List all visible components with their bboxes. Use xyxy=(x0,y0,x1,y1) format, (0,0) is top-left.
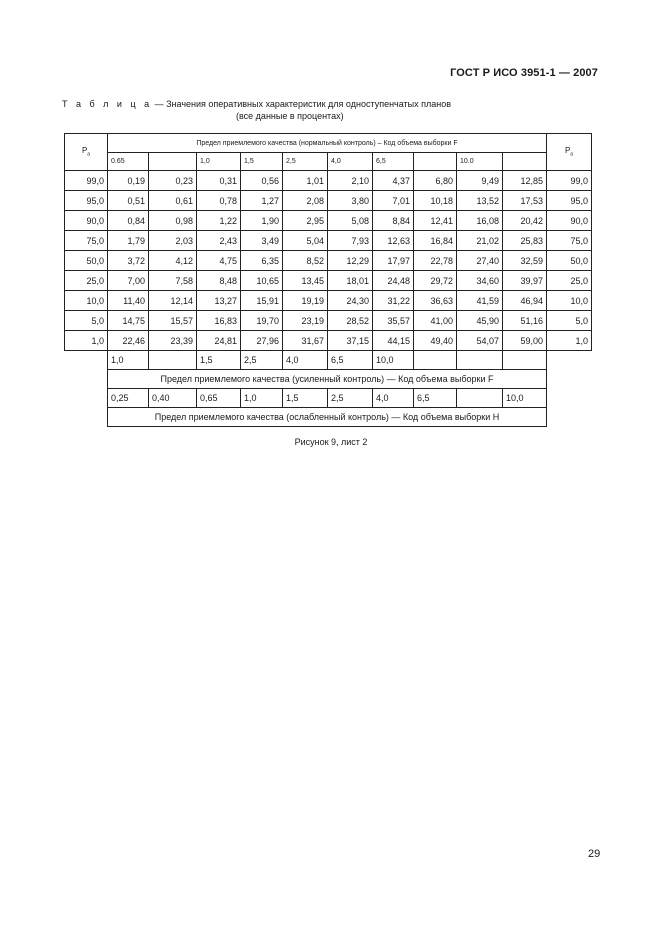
value-cell: 2,95 xyxy=(283,211,328,231)
value-cell: 12,85 xyxy=(503,171,547,191)
value-cell: 24,81 xyxy=(197,331,241,351)
aql-reduced-row xyxy=(65,389,592,408)
value-cell: 20,42 xyxy=(503,211,547,231)
value-cell: 44,15 xyxy=(373,331,414,351)
reduced-control-label: Предел приемлемого качества (ослабленный контроль) — Код объема выборки H xyxy=(108,408,547,427)
value-cell: 18,01 xyxy=(328,271,373,291)
value-cell: 28,52 xyxy=(328,311,373,331)
value-cell: 24,48 xyxy=(373,271,414,291)
spacer-cell xyxy=(547,351,592,370)
table-body xyxy=(65,171,592,351)
value-cell: 24,30 xyxy=(328,291,373,311)
aql-tightened-row xyxy=(65,351,592,370)
value-cell: 17,97 xyxy=(373,251,414,271)
value-cell: 0,23 xyxy=(149,171,197,191)
value-cell: 1,90 xyxy=(241,211,283,231)
aql-normal-cell: 1,0 xyxy=(197,153,241,171)
pa-cell-right: 10,0 xyxy=(547,291,592,311)
pa-cell-left: 90,0 xyxy=(65,211,108,231)
pa-cell-right: 90,0 xyxy=(547,211,592,231)
table-row xyxy=(65,331,592,351)
value-cell: 2,03 xyxy=(149,231,197,251)
value-cell: 7,93 xyxy=(328,231,373,251)
pa-cell-left: 25,0 xyxy=(65,271,108,291)
spacer-cell xyxy=(547,389,592,408)
aql-reduced-cell: 10,0 xyxy=(503,389,547,408)
table-note: (все данные в процентах) xyxy=(236,111,344,121)
aql-tightened-cell xyxy=(503,351,547,370)
pa-cell-right: 99,0 xyxy=(547,171,592,191)
aql-tightened-cell: 2,5 xyxy=(241,351,283,370)
value-cell: 8,84 xyxy=(373,211,414,231)
aql-tightened-cell: 10,0 xyxy=(373,351,414,370)
aql-tightened-cell xyxy=(414,351,457,370)
value-cell: 17,53 xyxy=(503,191,547,211)
value-cell: 23,19 xyxy=(283,311,328,331)
value-cell: 0,61 xyxy=(149,191,197,211)
value-cell: 7,01 xyxy=(373,191,414,211)
value-cell: 0,84 xyxy=(108,211,149,231)
tightened-control-label: Предел приемлемого качества (усиленный контроль) — Код объема выборки F xyxy=(108,370,547,389)
value-cell: 0,98 xyxy=(149,211,197,231)
value-cell: 16,08 xyxy=(457,211,503,231)
value-cell: 4,75 xyxy=(197,251,241,271)
value-cell: 0,78 xyxy=(197,191,241,211)
value-cell: 34,60 xyxy=(457,271,503,291)
pa-cell-right: 75,0 xyxy=(547,231,592,251)
value-cell: 54,07 xyxy=(457,331,503,351)
value-cell: 3,72 xyxy=(108,251,149,271)
value-cell: 1,79 xyxy=(108,231,149,251)
value-cell: 51,16 xyxy=(503,311,547,331)
table-row xyxy=(65,231,592,251)
value-cell: 4,12 xyxy=(149,251,197,271)
value-cell: 1,01 xyxy=(283,171,328,191)
value-cell: 39,97 xyxy=(503,271,547,291)
value-cell: 37,15 xyxy=(328,331,373,351)
aql-reduced-cell: 1,5 xyxy=(283,389,328,408)
aql-normal-cell xyxy=(149,153,197,171)
value-cell: 27,40 xyxy=(457,251,503,271)
value-cell: 23,39 xyxy=(149,331,197,351)
aql-reduced-cell: 1,0 xyxy=(241,389,283,408)
value-cell: 14,75 xyxy=(108,311,149,331)
aql-reduced-cell: 0,65 xyxy=(197,389,241,408)
page-number: 29 xyxy=(588,848,601,860)
table-row xyxy=(65,171,592,191)
value-cell: 31,67 xyxy=(283,331,328,351)
pa-header-left: $P_a$ xyxy=(65,134,108,171)
aql-normal-cell: 0.65 xyxy=(108,153,149,171)
value-cell: 4,37 xyxy=(373,171,414,191)
pa-cell-left: 95,0 xyxy=(65,191,108,211)
value-cell: 27,96 xyxy=(241,331,283,351)
normal-control-header: Предел приемлемого качества (нормальный контроль) – Код объема выборки F xyxy=(108,134,547,153)
table-title: — Значения оперативных характеристик для одноступенчатых планов xyxy=(152,99,452,109)
pa-cell-left: 10,0 xyxy=(65,291,108,311)
value-cell: 35,57 xyxy=(373,311,414,331)
value-cell: 13,45 xyxy=(283,271,328,291)
value-cell: 9,49 xyxy=(457,171,503,191)
pa-cell-right: 1,0 xyxy=(547,331,592,351)
pa-cell-left: 75,0 xyxy=(65,231,108,251)
aql-tightened-cell xyxy=(149,351,197,370)
spacer-cell xyxy=(65,351,108,370)
value-cell: 3,80 xyxy=(328,191,373,211)
value-cell: 10,65 xyxy=(241,271,283,291)
value-cell: 3,49 xyxy=(241,231,283,251)
pa-cell-right: 25,0 xyxy=(547,271,592,291)
figure-caption: Рисунок 9, лист 2 xyxy=(294,437,368,447)
aql-tightened-cell xyxy=(457,351,503,370)
aql-normal-cell xyxy=(414,153,457,171)
value-cell: 0,51 xyxy=(108,191,149,211)
table-row xyxy=(65,211,592,231)
aql-reduced-cell: 0,25 xyxy=(108,389,149,408)
value-cell: 16,83 xyxy=(197,311,241,331)
aql-reduced-cell: 4,0 xyxy=(373,389,414,408)
value-cell: 2,10 xyxy=(328,171,373,191)
value-cell: 5,08 xyxy=(328,211,373,231)
value-cell: 13,52 xyxy=(457,191,503,211)
value-cell: 22,46 xyxy=(108,331,149,351)
pa-cell-right: 95,0 xyxy=(547,191,592,211)
value-cell: 45,90 xyxy=(457,311,503,331)
aql-reduced-cell: 0,40 xyxy=(149,389,197,408)
value-cell: 16,84 xyxy=(414,231,457,251)
aql-normal-cell: 2,5 xyxy=(283,153,328,171)
aql-reduced-cell xyxy=(457,389,503,408)
value-cell: 7,00 xyxy=(108,271,149,291)
table-caption xyxy=(62,99,451,109)
aql-reduced-cell: 6,5 xyxy=(414,389,457,408)
value-cell: 8,48 xyxy=(197,271,241,291)
aql-normal-row xyxy=(65,153,592,171)
value-cell: 2,43 xyxy=(197,231,241,251)
value-cell: 6,80 xyxy=(414,171,457,191)
table-row xyxy=(65,311,592,331)
value-cell: 1,22 xyxy=(197,211,241,231)
value-cell: 25,83 xyxy=(503,231,547,251)
value-cell: 31,22 xyxy=(373,291,414,311)
value-cell: 8,52 xyxy=(283,251,328,271)
spacer-cell xyxy=(65,389,108,408)
value-cell: 29,72 xyxy=(414,271,457,291)
value-cell: 49,40 xyxy=(414,331,457,351)
pa-cell-right: 50,0 xyxy=(547,251,592,271)
pa-cell-left: 99,0 xyxy=(65,171,108,191)
value-cell: 41,59 xyxy=(457,291,503,311)
value-cell: 10,18 xyxy=(414,191,457,211)
value-cell: 41,00 xyxy=(414,311,457,331)
table-row xyxy=(65,251,592,271)
aql-tightened-cell: 6,5 xyxy=(328,351,373,370)
value-cell: 12,29 xyxy=(328,251,373,271)
pa-cell-left: 50,0 xyxy=(65,251,108,271)
oc-values-table xyxy=(64,133,592,427)
table-label: Т а б л и ц а xyxy=(62,99,153,109)
value-cell: 12,14 xyxy=(149,291,197,311)
table-row xyxy=(65,191,592,211)
value-cell: 6,35 xyxy=(241,251,283,271)
value-cell: 32,59 xyxy=(503,251,547,271)
pa-cell-right: 5,0 xyxy=(547,311,592,331)
pa-header-right: $P_a$ xyxy=(547,134,592,171)
value-cell: 11,40 xyxy=(108,291,149,311)
pa-cell-left: 5,0 xyxy=(65,311,108,331)
value-cell: 22,78 xyxy=(414,251,457,271)
aql-normal-cell xyxy=(503,153,547,171)
aql-normal-cell: 10.0 xyxy=(457,153,503,171)
aql-tightened-cell: 1,0 xyxy=(108,351,149,370)
aql-normal-cell: 4,0 xyxy=(328,153,373,171)
value-cell: 19,70 xyxy=(241,311,283,331)
value-cell: 46,94 xyxy=(503,291,547,311)
aql-normal-cell: 1,5 xyxy=(241,153,283,171)
standard-number: ГОСТ Р ИСО 3951-1 — 2007 xyxy=(450,67,598,79)
value-cell: 0,31 xyxy=(197,171,241,191)
value-cell: 2,08 xyxy=(283,191,328,211)
table-row xyxy=(65,291,592,311)
aql-reduced-cell: 2,5 xyxy=(328,389,373,408)
value-cell: 15,91 xyxy=(241,291,283,311)
aql-normal-cell: 6,5 xyxy=(373,153,414,171)
aql-tightened-cell: 1,5 xyxy=(197,351,241,370)
aql-tightened-cell: 4,0 xyxy=(283,351,328,370)
value-cell: 59,00 xyxy=(503,331,547,351)
value-cell: 0,19 xyxy=(108,171,149,191)
table-row xyxy=(65,271,592,291)
value-cell: 12,63 xyxy=(373,231,414,251)
value-cell: 12,41 xyxy=(414,211,457,231)
value-cell: 15,57 xyxy=(149,311,197,331)
value-cell: 19,19 xyxy=(283,291,328,311)
pa-cell-left: 1,0 xyxy=(65,331,108,351)
value-cell: 7,58 xyxy=(149,271,197,291)
value-cell: 21,02 xyxy=(457,231,503,251)
value-cell: 0,56 xyxy=(241,171,283,191)
value-cell: 36,63 xyxy=(414,291,457,311)
value-cell: 1,27 xyxy=(241,191,283,211)
value-cell: 13,27 xyxy=(197,291,241,311)
value-cell: 5,04 xyxy=(283,231,328,251)
